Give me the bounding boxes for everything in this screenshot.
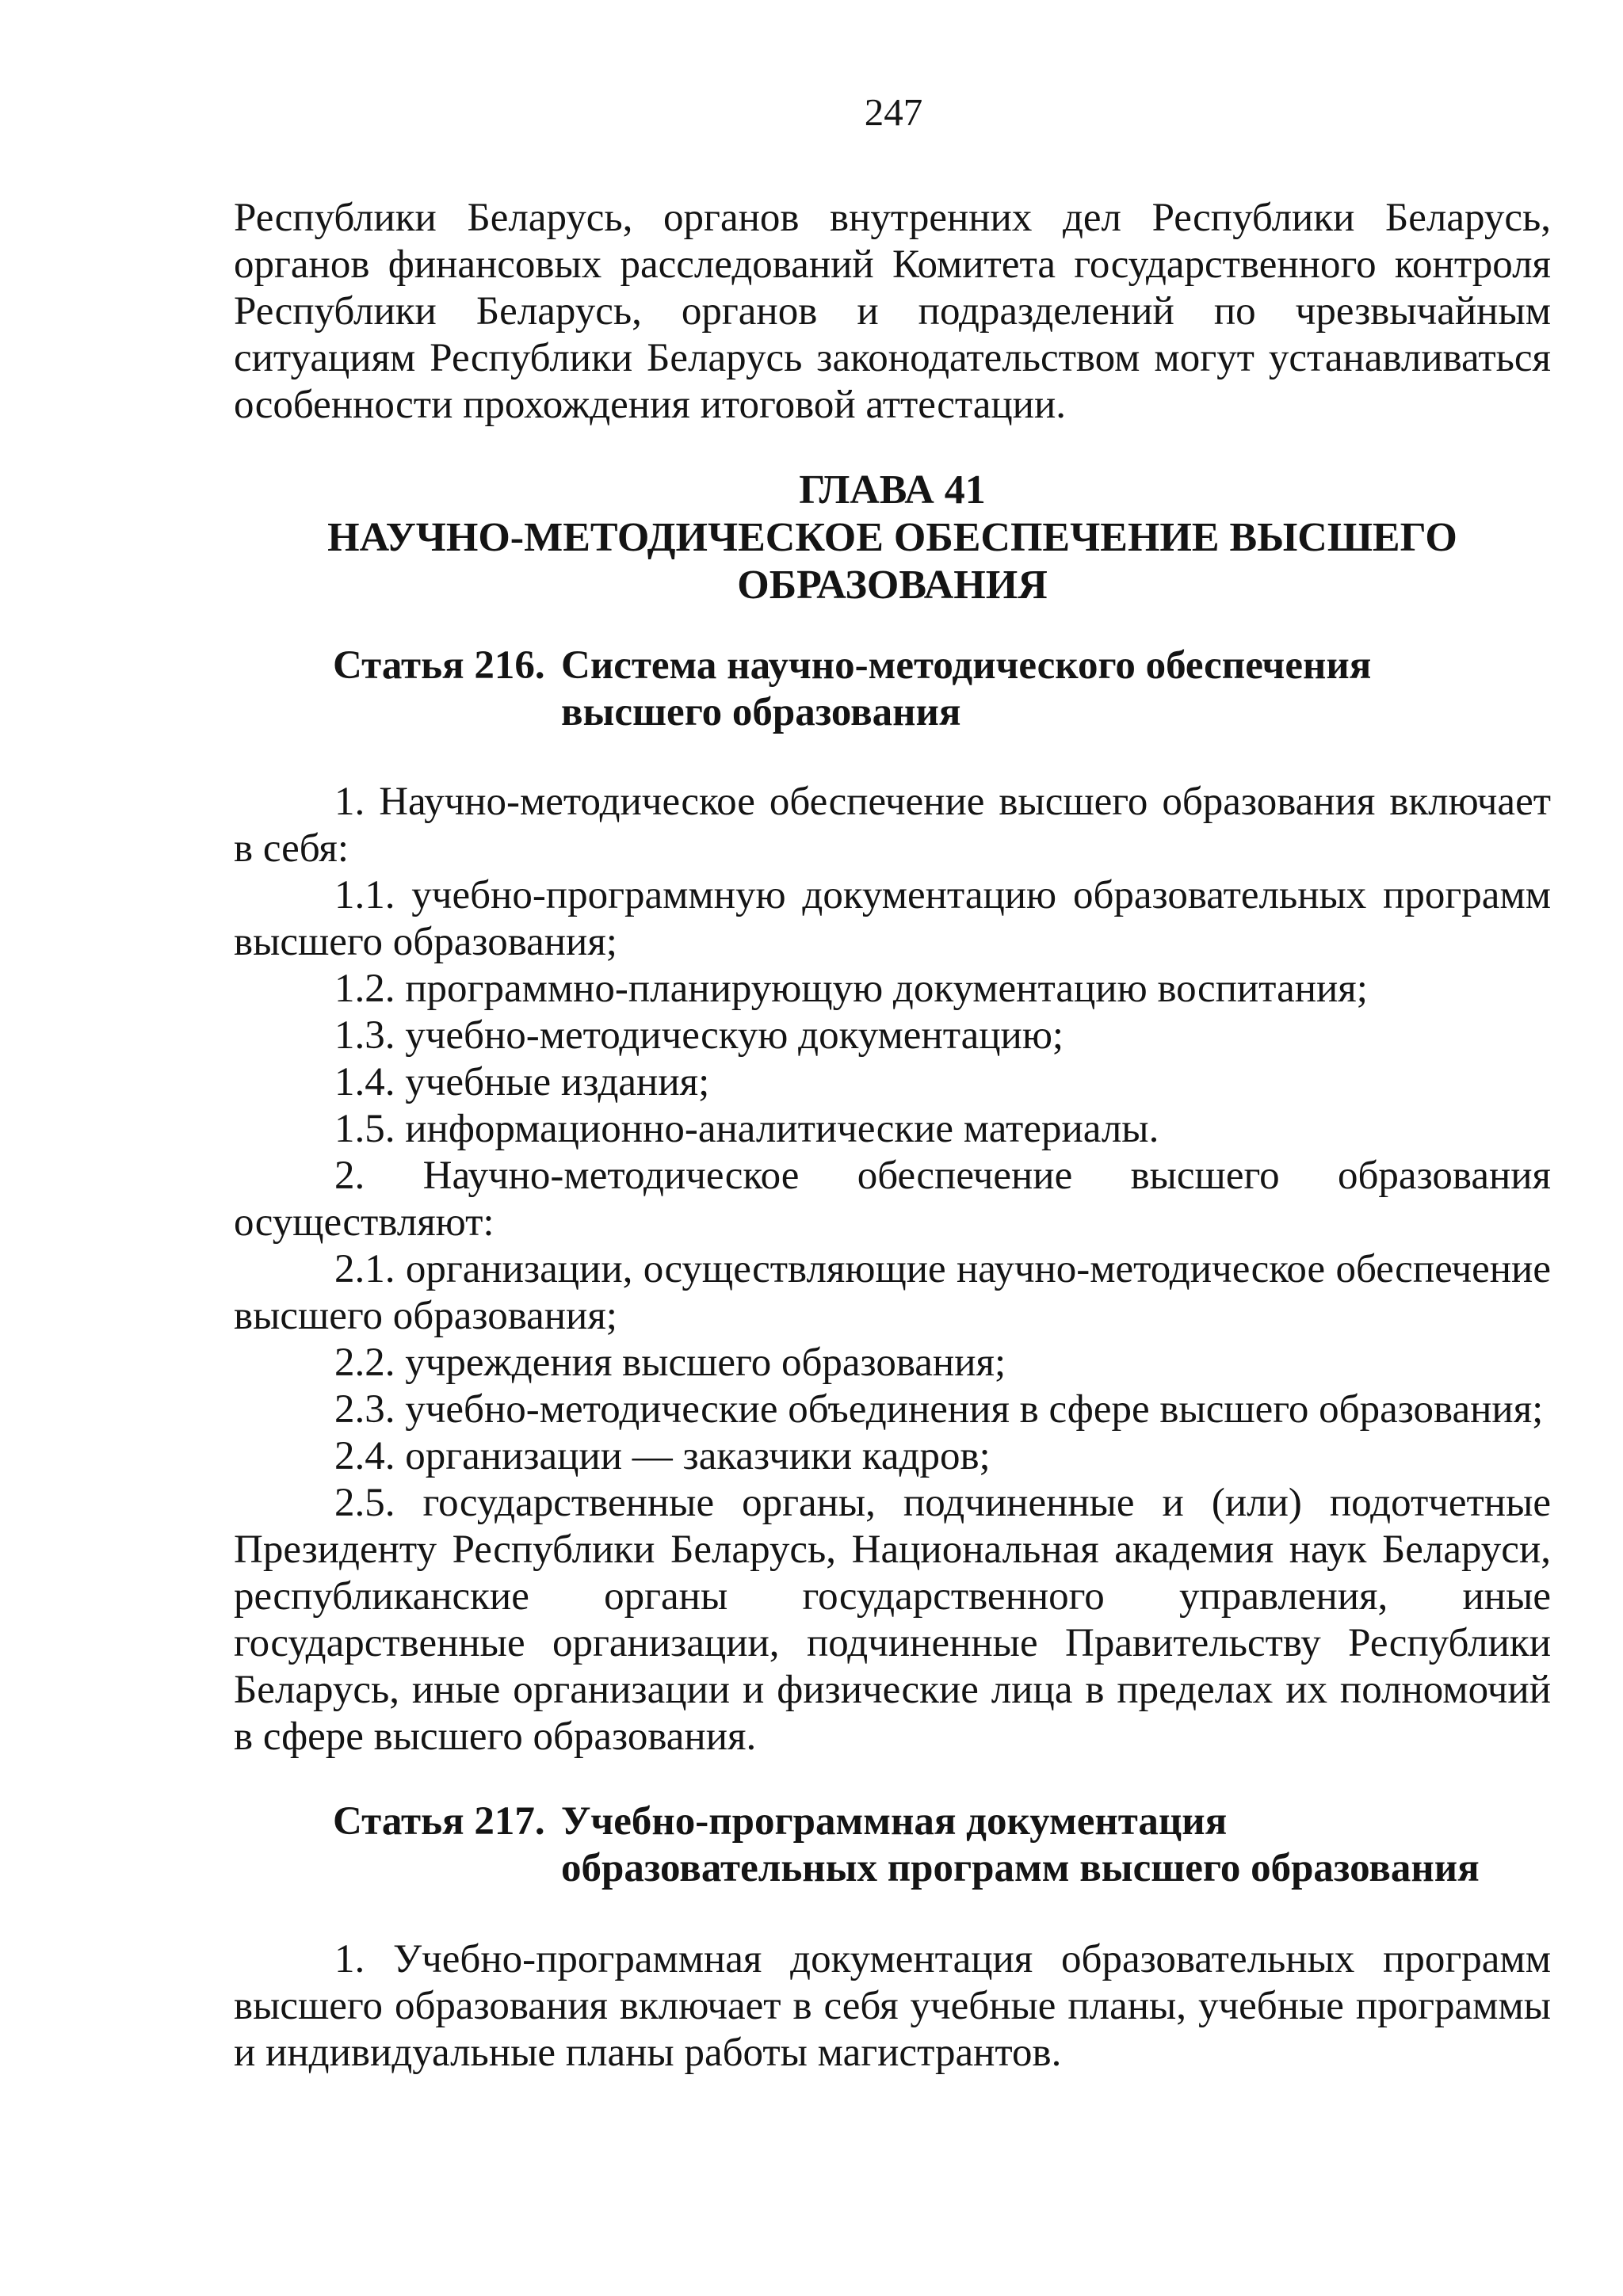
page-content bbox=[234, 195, 1551, 2077]
article-216-item-1-1: 1.1. учебно-программную документацию образовательных программ высшего образования; bbox=[234, 873, 1551, 964]
article-216-item-2-5: 2.5. государственные органы, подчиненные и (или) подотчетные Президенту Республики Беларусь, Национальная академия наук Беларуси, республиканские органы государственного управления, иные государственные организации, подчиненные Правительству Республики Беларусь, иные организации и физические лица в пределах их полномочий в сфере высшего образования. bbox=[234, 1481, 1551, 1759]
article-217-title bbox=[561, 1798, 1551, 1892]
page-number: 247 bbox=[864, 90, 923, 134]
article-216-body bbox=[234, 779, 1551, 1760]
intro-paragraph: Республики Беларусь, органов внутренних дел Республики Беларусь, органов финансовых расследований Комитета государственного контроля Республики Беларусь, органов и подразделений по чрезвычайным ситуациям Республики Беларусь законодательством могут устанавливаться особенности прохождения итоговой аттестации. bbox=[234, 196, 1551, 427]
article-216-item-1-2: 1.2. программно-планирующую документацию воспитания; bbox=[334, 967, 1368, 1011]
article-217-body bbox=[234, 1936, 1551, 2077]
chapter-title-line-2: ОБРАЗОВАНИЯ bbox=[737, 563, 1048, 608]
chapter-title-line-1: НАУЧНО-МЕТОДИЧЕСКОЕ ОБЕСПЕЧЕНИЕ ВЫСШЕГО bbox=[327, 515, 1457, 560]
article-216-item-2-4: 2.4. организации — заказчики кадров; bbox=[334, 1434, 991, 1478]
article-216-item-1-5: 1.5. информационно-аналитические материалы. bbox=[334, 1107, 1159, 1151]
article-216-item-2-1: 2.1. организации, осуществляющие научно-методическое обеспечение высшего образования; bbox=[234, 1247, 1551, 1338]
chapter-heading bbox=[234, 467, 1551, 609]
article-216-title-line-2: высшего образования bbox=[561, 690, 961, 734]
article-216-item-1-4: 1.4. учебные издания; bbox=[334, 1060, 710, 1104]
article-216-heading bbox=[333, 643, 1551, 736]
article-216-item-1: 1. Научно-методическое обеспечение высшего образования включает в себя: bbox=[234, 780, 1551, 871]
article-216-item-2-2: 2.2. учреждения высшего образования; bbox=[334, 1341, 1006, 1385]
article-216-item-1-3: 1.3. учебно-методическую документацию; bbox=[334, 1013, 1064, 1058]
article-217-number: Статья 217. bbox=[333, 1799, 545, 1844]
article-216-title bbox=[561, 643, 1551, 736]
article-216-title-line-1: Система научно-методического обеспечения bbox=[561, 643, 1372, 688]
article-217-heading bbox=[333, 1798, 1551, 1892]
article-216-item-2-3: 2.3. учебно-методические объединения в сфере высшего образования; bbox=[334, 1387, 1544, 1432]
article-216-number: Статья 216. bbox=[333, 643, 545, 688]
article-216-item-2: 2. Научно-методическое обеспечение высшего образования осуществляют: bbox=[234, 1154, 1551, 1245]
chapter-number: ГЛАВА 41 bbox=[799, 467, 986, 513]
article-217-title-line-1: Учебно-программная документация bbox=[561, 1799, 1228, 1844]
article-217-title-line-2: образовательных программ высшего образования bbox=[561, 1846, 1480, 1890]
article-217-item-1: 1. Учебно-программная документация образовательных программ высшего образования включает в себя учебные планы, учебные программы и индивидуальные планы работы магистрантов. bbox=[234, 1937, 1551, 2075]
